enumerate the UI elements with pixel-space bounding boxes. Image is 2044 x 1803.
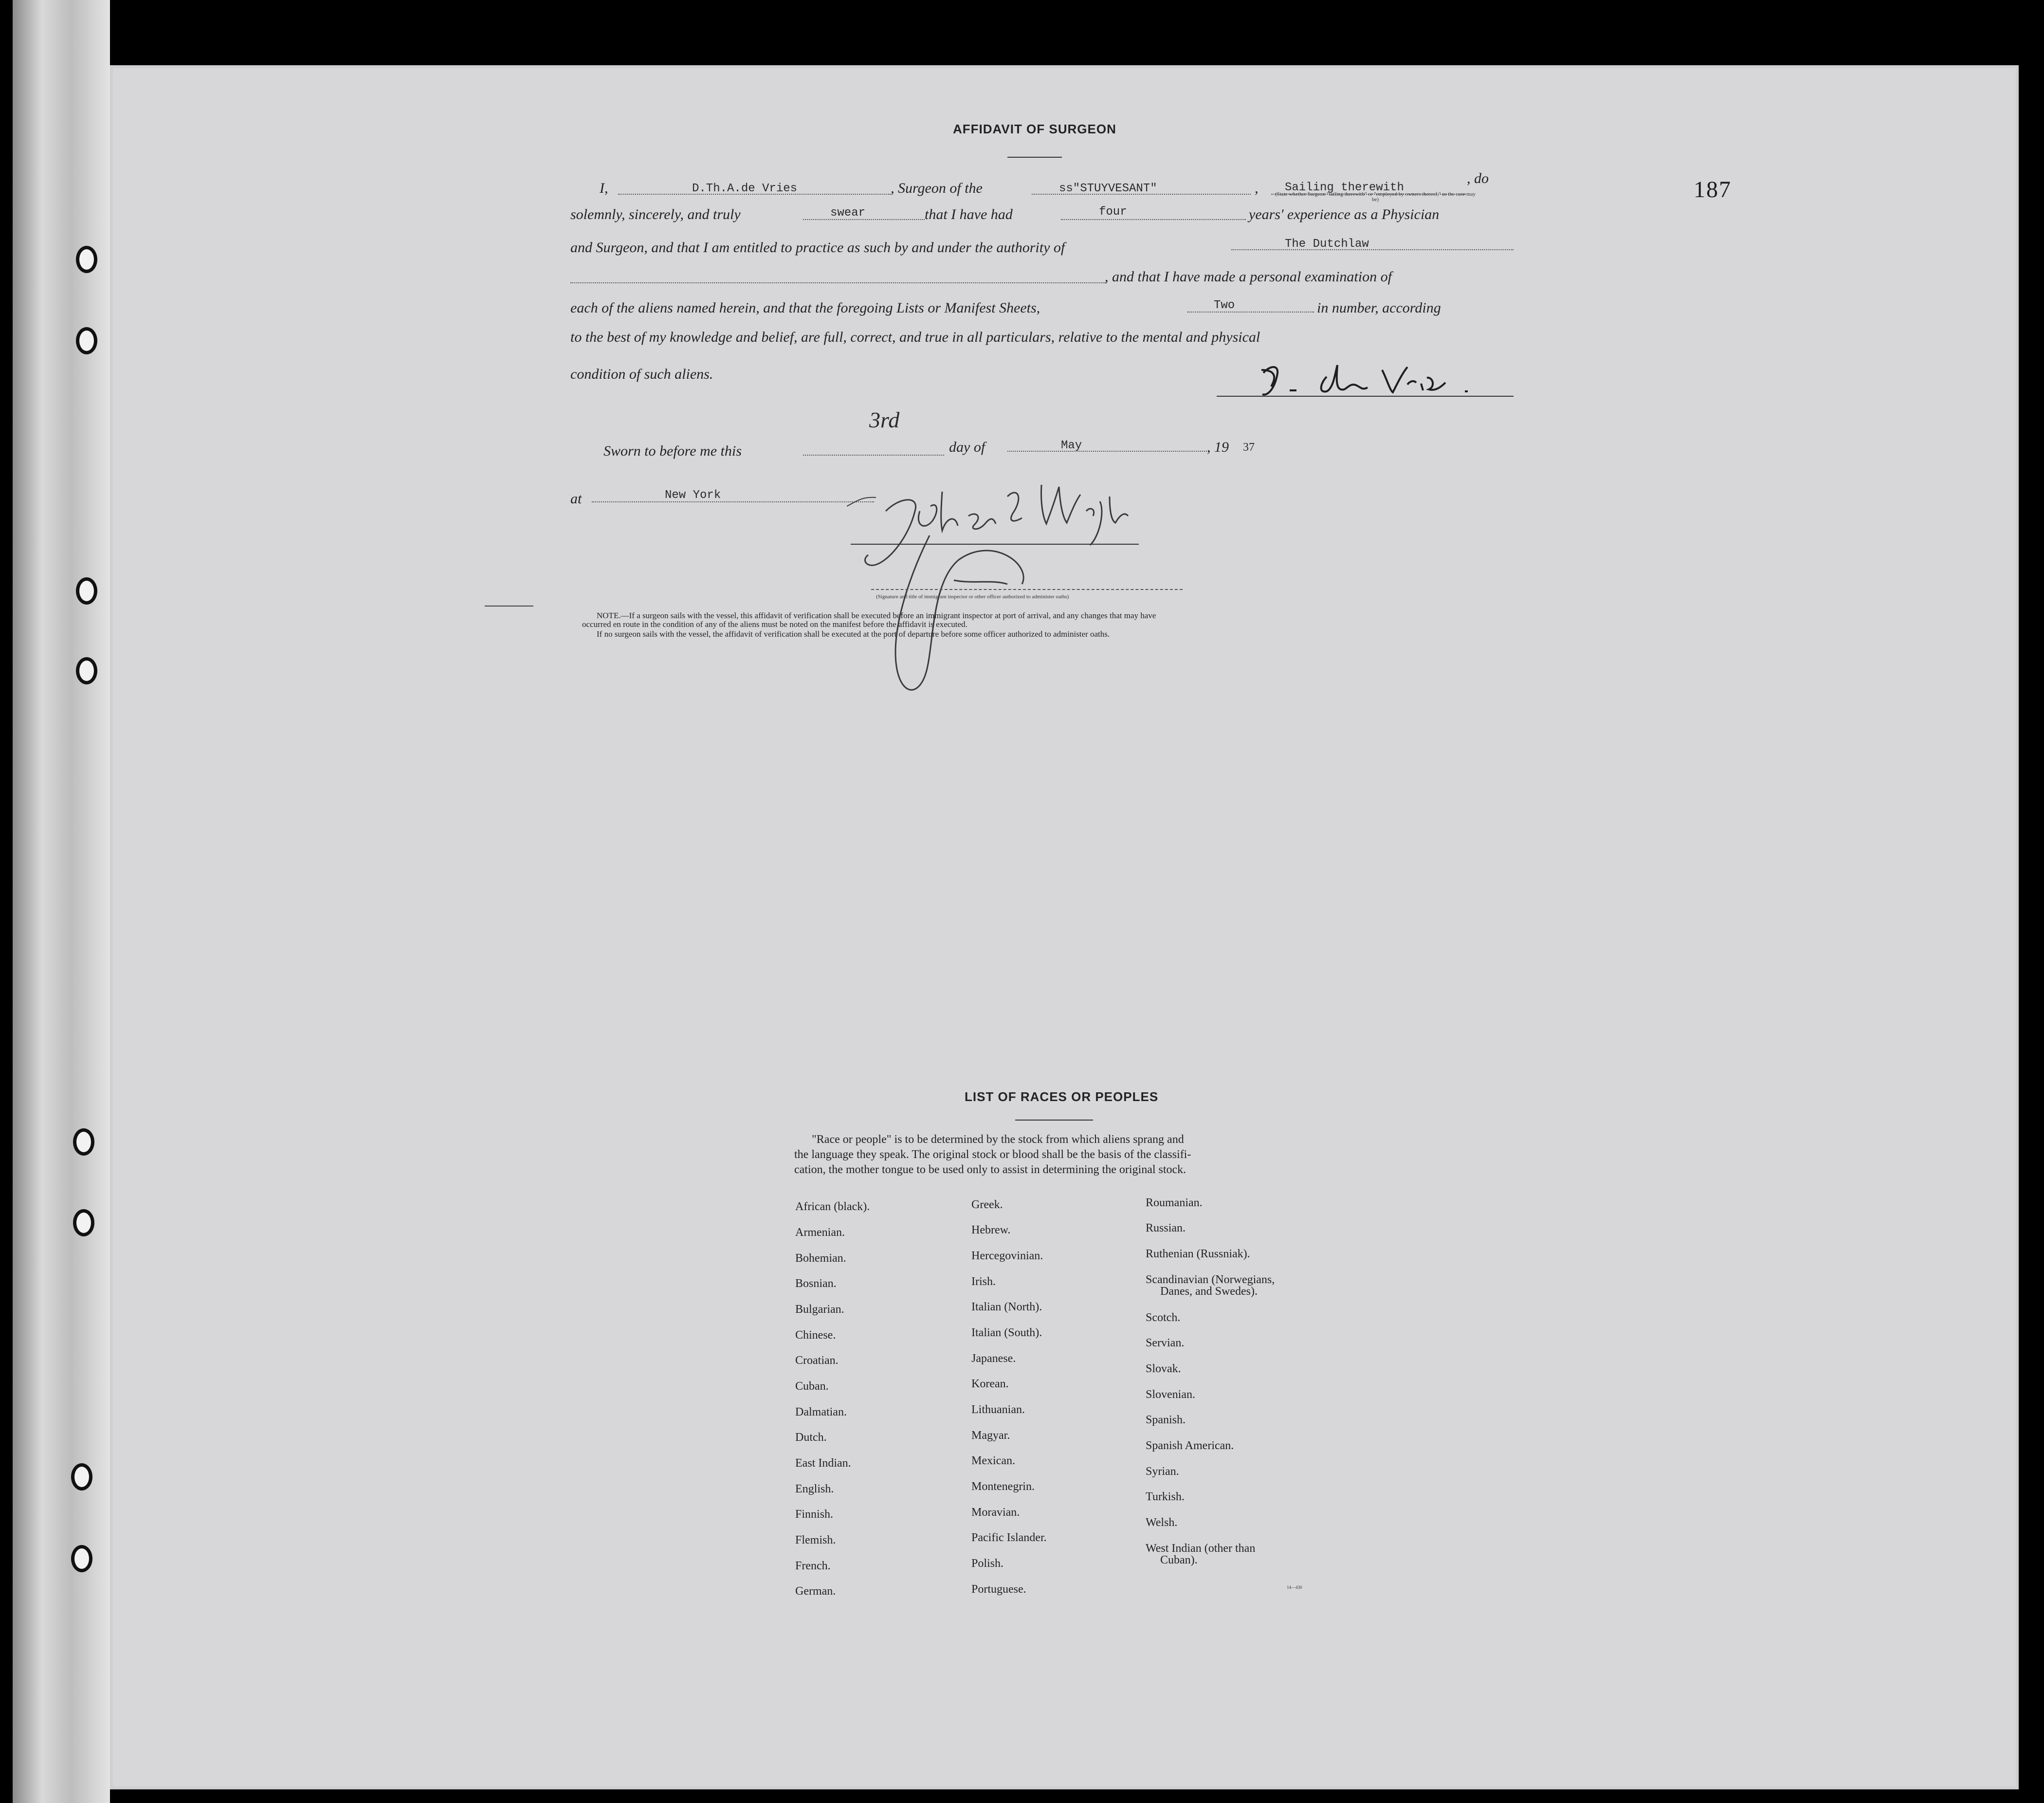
race-item: Turkish.	[1146, 1490, 1185, 1503]
affidavit-text-and-surgeon: and Surgeon, and that I am entitled to practice as such by and under the authority of	[570, 239, 1065, 256]
race-item: Dutch.	[795, 1431, 827, 1444]
affidavit-text-condition: condition of such aliens.	[570, 366, 713, 382]
oath-value: swear	[830, 206, 866, 220]
affidavit-text-do: , do	[1467, 170, 1489, 186]
race-item: Chinese.	[795, 1329, 836, 1342]
years-line	[1061, 219, 1246, 220]
race-item: Lithuanian.	[971, 1403, 1025, 1416]
race-item: Scandinavian (Norwegians,	[1146, 1273, 1275, 1286]
note-line-2: occurred en route in the condition of any of the aliens must be noted on the manifest before the affidavit is executed.	[582, 620, 967, 629]
form-code: 14—430	[1287, 1585, 1302, 1590]
years-value: four	[1099, 205, 1127, 219]
scroll-spine	[13, 0, 110, 1803]
race-item: German.	[795, 1585, 836, 1598]
month-value: May	[1061, 439, 1082, 452]
authority-continued-line	[570, 282, 1106, 283]
page-number: 187	[1694, 177, 1732, 202]
race-item: Portuguese.	[971, 1583, 1026, 1596]
affidavit-text-day-of: day of	[949, 439, 986, 455]
race-item: Greek.	[971, 1198, 1003, 1211]
race-item: Korean.	[971, 1378, 1009, 1390]
affidavit-text-personal-exam: , and that I have made a personal examination of	[1105, 269, 1392, 285]
race-item: Italian (North).	[971, 1301, 1042, 1313]
race-item: Polish.	[971, 1557, 1004, 1570]
year-value: 37	[1243, 441, 1255, 454]
race-item: Russian.	[1146, 1222, 1186, 1234]
sailing-hint: (State whether Surgeon "sailing therewith" or "employed by owners thereof," as the case may be)	[1275, 191, 1476, 202]
races-intro-line-2: the language they speak. The original stock or blood shall be the basis of the classifi-	[794, 1148, 1191, 1161]
binder-hole	[76, 327, 97, 354]
affidavit-text-surgeon-of: , Surgeon of the	[891, 180, 983, 196]
race-item: Italian (South).	[971, 1326, 1042, 1339]
place-line	[592, 501, 874, 502]
day-value: 3rd	[869, 407, 900, 432]
sheets-line	[1187, 312, 1314, 313]
affidavit-text-solemnly: solemnly, sincerely, and truly	[570, 206, 741, 222]
binder-hole	[76, 246, 97, 273]
race-item: Slovak.	[1146, 1362, 1181, 1375]
race-item: Magyar.	[971, 1429, 1010, 1442]
race-item: Bohemian.	[795, 1252, 846, 1265]
note-line-1: NOTE.—If a surgeon sails with the vessel, this affidavit of verification shall be executed before an immigrant inspector at port of arrival, and any changes that may have	[597, 611, 1156, 620]
affidavit-text-comma: ,	[1255, 180, 1259, 196]
race-item: Danes, and Swedes).	[1160, 1285, 1258, 1298]
margin-mark	[485, 606, 533, 607]
race-item: Finnish.	[795, 1508, 834, 1521]
note-line-3: If no surgeon sails with the vessel, the affidavit of verification shall be executed at the port of departure before some officer authorized to administer oaths.	[597, 629, 1110, 639]
races-title-rule	[1015, 1120, 1093, 1121]
race-item: Dalmatian.	[795, 1406, 847, 1418]
affidavit-text-that-i-have: that I have had	[925, 206, 1013, 222]
race-item: Servian.	[1146, 1337, 1185, 1349]
affidavit-text-sworn: Sworn to before me this	[603, 443, 742, 459]
race-item: French.	[795, 1560, 831, 1572]
affidavit-text-at: at	[570, 491, 582, 507]
races-intro-line-1: "Race or people" is to be determined by the stock from which aliens sprang and	[812, 1133, 1184, 1146]
race-item: Ruthenian (Russniak).	[1146, 1248, 1250, 1260]
race-item: Cuban.	[795, 1380, 829, 1393]
affidavit-text-best-knowledge: to the best of my knowledge and belief, are full, correct, and true in all particulars, relative to the mental and physical	[570, 329, 1260, 345]
race-item: Bosnian.	[795, 1277, 837, 1290]
race-item: Roumanian.	[1146, 1196, 1203, 1209]
race-item: Irish.	[971, 1275, 996, 1288]
race-item: Scotch.	[1146, 1311, 1181, 1324]
races-intro-line-3: cation, the mother tongue to be used only to assist in determining the original stock.	[794, 1163, 1186, 1176]
officer-signature-line	[871, 589, 1183, 590]
race-item: Cuban).	[1160, 1554, 1198, 1566]
race-item: Bulgarian.	[795, 1303, 844, 1316]
race-item: Mexican.	[971, 1454, 1015, 1467]
binder-hole	[71, 1545, 92, 1572]
race-item: Hebrew.	[971, 1224, 1011, 1236]
affidavit-text-each-alien: each of the aliens named herein, and that the foregoing Lists or Manifest Sheets,	[570, 300, 1040, 316]
race-item: East Indian.	[795, 1457, 851, 1470]
officer-caption: (Signature and title of immigrant inspector or other officer authorized to administer oaths)	[876, 594, 1069, 600]
race-item: African (black).	[795, 1200, 870, 1213]
binder-hole	[71, 1463, 92, 1490]
place-value: New York	[665, 489, 721, 502]
race-item: Pacific Islander.	[971, 1531, 1047, 1544]
surgeon-signature	[1217, 355, 1528, 409]
races-title: LIST OF RACES OR PEOPLES	[965, 1089, 1159, 1104]
authority-value: The Dutchlaw	[1285, 238, 1369, 251]
affidavit-title: AFFIDAVIT OF SURGEON	[953, 122, 1116, 136]
race-item: Spanish.	[1146, 1414, 1186, 1426]
race-item: Montenegrin.	[971, 1480, 1035, 1493]
sheets-value: Two	[1214, 299, 1235, 312]
binder-hole	[76, 577, 97, 605]
affidavit-title-rule	[1007, 157, 1062, 158]
race-item: Welsh.	[1146, 1516, 1178, 1529]
vessel-value: ss"STUYVESANT"	[1059, 182, 1157, 195]
race-item: Flemish.	[795, 1534, 836, 1546]
race-item: Armenian.	[795, 1226, 845, 1239]
race-item: English.	[795, 1483, 834, 1495]
sailing-value: Sailing therewith	[1285, 181, 1404, 194]
document-page	[113, 68, 2016, 1786]
binder-hole	[76, 657, 97, 684]
affidavit-text-years-exp: years' experience as a Physician	[1249, 206, 1440, 222]
race-item: Syrian.	[1146, 1465, 1179, 1478]
race-item: Croatian.	[795, 1354, 839, 1367]
binder-hole	[73, 1128, 94, 1156]
surgeon-name-value: D.Th.A.de Vries	[692, 182, 798, 195]
race-item: Moravian.	[971, 1506, 1020, 1519]
race-item: Spanish American.	[1146, 1439, 1234, 1452]
race-item: West Indian (other than	[1146, 1542, 1256, 1555]
race-item: Hercegovinian.	[971, 1250, 1043, 1262]
race-item: Japanese.	[971, 1352, 1016, 1365]
authority-line	[1231, 249, 1514, 250]
race-item: Slovenian.	[1146, 1388, 1195, 1401]
affidavit-text-in-number: in number, according	[1317, 300, 1441, 316]
affidavit-text-year-prefix: , 19	[1207, 439, 1229, 455]
binder-hole	[73, 1209, 94, 1236]
affidavit-text-i: I,	[600, 180, 608, 196]
